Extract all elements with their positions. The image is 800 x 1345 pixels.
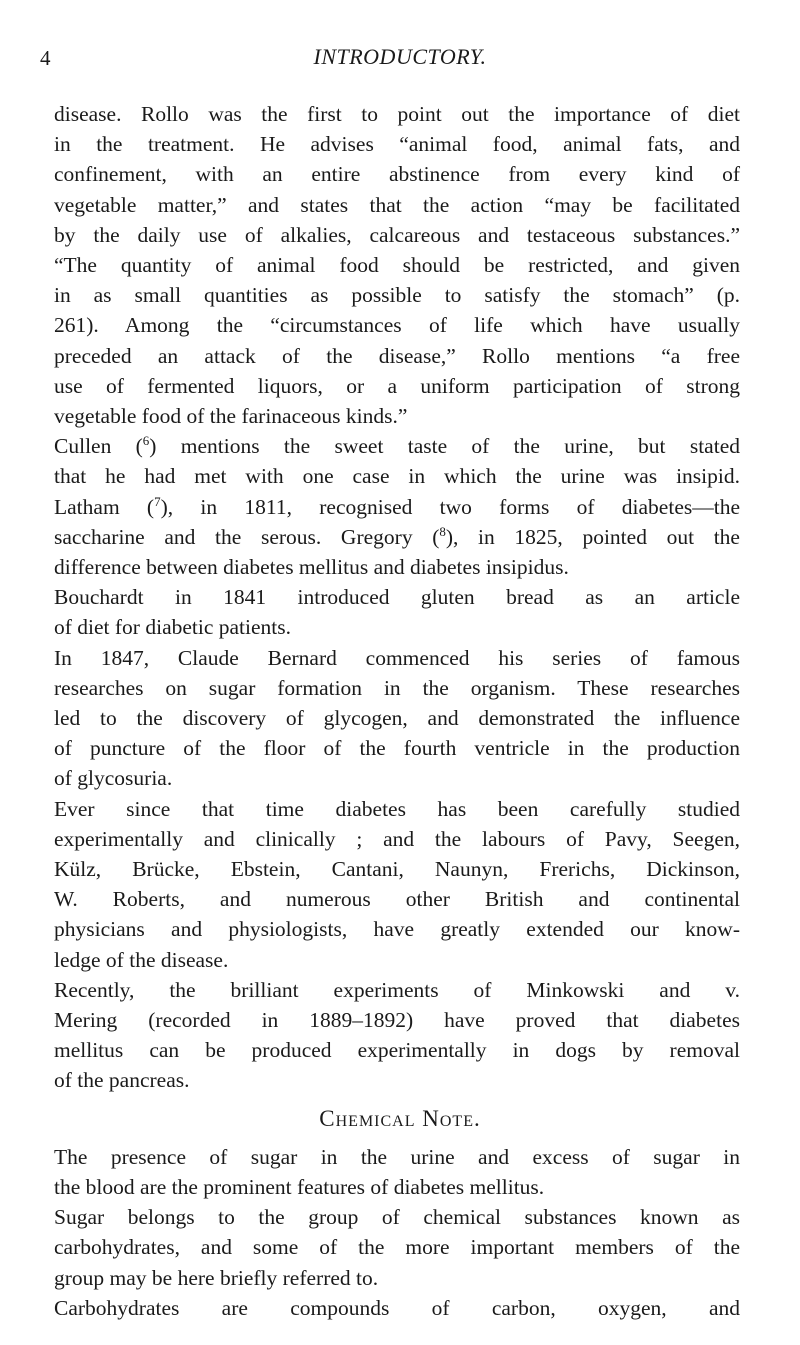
text-segment: Bouchardt in 1841 introduced gluten bread as an article <box>54 585 740 610</box>
text-segment: In 1847, Claude Bernard commenced his series of famous <box>54 645 740 670</box>
text-line <box>54 975 740 1005</box>
text-line <box>54 280 740 310</box>
text-segment: vegetable matter,” and states that the action “may be facilitated <box>54 192 740 217</box>
text-segment: Recently, the brilliant experiments of Minkowski and v. <box>54 977 740 1002</box>
text-segment: Ever since that time diabetes has been carefully studied <box>54 796 740 821</box>
text-line <box>54 643 740 673</box>
text-segment: saccharine and the serous. Gregory ( <box>54 524 440 549</box>
text-segment: The presence of sugar in the urine and excess of sugar in <box>54 1144 740 1169</box>
text-line <box>54 1202 740 1232</box>
text-line <box>54 522 740 552</box>
text-line <box>54 884 740 914</box>
text-segment: of glycosuria. <box>54 766 173 791</box>
text-line <box>54 159 740 189</box>
text-segment: difference between diabetes mellitus and diabetes insipidus. <box>54 555 569 579</box>
text-line <box>54 824 740 854</box>
text-line <box>54 371 740 401</box>
text-segment: 261). Among the “circumstances of life which have usually <box>54 313 740 338</box>
text-line <box>54 341 740 371</box>
text-segment: experimentally and clinically ; and the labours of Pavy, Seegen, <box>54 826 740 851</box>
text-line <box>54 552 740 582</box>
text-line <box>54 673 740 703</box>
text-line <box>54 763 740 793</box>
text-segment: Sugar belongs to the group of chemical substances known as <box>54 1205 740 1230</box>
text-segment: physicians and physiologists, have greatly extended our know- <box>54 917 740 942</box>
text-segment: Chemical Note. <box>319 1105 481 1131</box>
text-segment: Mering (recorded in 1889–1892) have proved that diabetes <box>54 1008 740 1032</box>
text-line <box>54 99 740 129</box>
text-segment: in the treatment. He advises “animal food, animal fats, and <box>54 132 740 157</box>
text-line <box>54 703 740 733</box>
text-segment: mellitus can be produced experimentally in dogs by removal <box>54 1038 740 1063</box>
text-segment: Latham ( <box>54 494 155 519</box>
text-segment: W. Roberts, and numerous other British and continental <box>54 887 740 912</box>
text-line <box>54 1005 740 1035</box>
text-segment: Külz, Brücke, Ebstein, Cantani, Naunyn, Frerichs, Dickinson, <box>54 857 740 881</box>
page-number: 4 <box>40 46 51 70</box>
text-line <box>54 1232 740 1262</box>
text-segment: “The quantity of animal food should be restricted, and given <box>54 253 740 277</box>
text-line <box>54 945 740 975</box>
text-segment: in as small quantities as possible to satisfy the stomach” (p. <box>54 283 740 308</box>
text-line <box>54 310 740 340</box>
text-segment: vegetable food of the farinaceous kinds.” <box>54 404 408 428</box>
text-line <box>54 1065 740 1095</box>
text-line <box>54 1293 740 1323</box>
text-segment: Carbohydrates are compounds of carbon, oxygen, and <box>54 1295 740 1320</box>
text-line <box>54 1263 740 1293</box>
text-segment: Cullen ( <box>54 434 143 459</box>
text-segment: ), in 1811, recognised two forms of diabetes—the <box>160 494 741 519</box>
text-line <box>54 190 740 220</box>
text-segment: use of fermented liquors, or a uniform participation of strong <box>54 373 740 398</box>
text-line <box>54 733 740 763</box>
text-segment: of puncture of the floor of the fourth ventricle in the production <box>54 736 740 761</box>
text-line <box>54 1142 740 1172</box>
text-line <box>54 401 740 431</box>
section-heading <box>0 1104 800 1134</box>
text-line <box>54 612 740 642</box>
text-segment: the blood are the prominent features of diabetes mellitus. <box>54 1175 545 1199</box>
text-line <box>54 1035 740 1065</box>
footnote-ref: 8 <box>439 523 446 539</box>
text-segment: disease. Rollo was the first to point out the importance of diet <box>54 102 740 126</box>
text-segment: of diet for diabetic patients. <box>54 615 292 640</box>
text-segment: researches on sugar formation in the organism. These researches <box>54 675 740 700</box>
text-line <box>54 250 740 280</box>
text-line <box>54 492 740 522</box>
text-segment: confinement, with an entire abstinence from every kind of <box>54 162 740 187</box>
text-segment: ), in 1825, pointed out the <box>445 524 740 549</box>
text-segment: ) mentions the sweet taste of the urine, but stated <box>149 434 740 459</box>
footnote-ref: 6 <box>142 433 150 449</box>
footnote-ref: 7 <box>154 493 161 509</box>
running-title: INTRODUCTORY. <box>313 44 487 69</box>
text-line <box>54 854 740 884</box>
text-line <box>54 220 740 250</box>
text-line <box>54 794 740 824</box>
text-segment: carbohydrates, and some of the more important members of the <box>54 1235 740 1260</box>
text-line <box>54 582 740 612</box>
text-segment: led to the discovery of glycogen, and demonstrated the influence <box>54 706 740 730</box>
text-line <box>54 129 740 159</box>
text-segment: ledge of the disease. <box>54 947 229 972</box>
text-segment: of the pancreas. <box>54 1068 190 1093</box>
text-segment: preceded an attack of the disease,” Rollo mentions “a free <box>54 343 740 368</box>
text-segment: group may be here briefly referred to. <box>54 1265 379 1290</box>
text-line <box>54 431 740 461</box>
text-segment: by the daily use of alkalies, calcareous and testaceous substances.” <box>54 222 740 247</box>
text-line <box>54 461 740 491</box>
text-line <box>54 1172 740 1202</box>
text-segment: that he had met with one case in which the urine was insipid. <box>54 464 740 489</box>
text-line <box>54 914 740 944</box>
